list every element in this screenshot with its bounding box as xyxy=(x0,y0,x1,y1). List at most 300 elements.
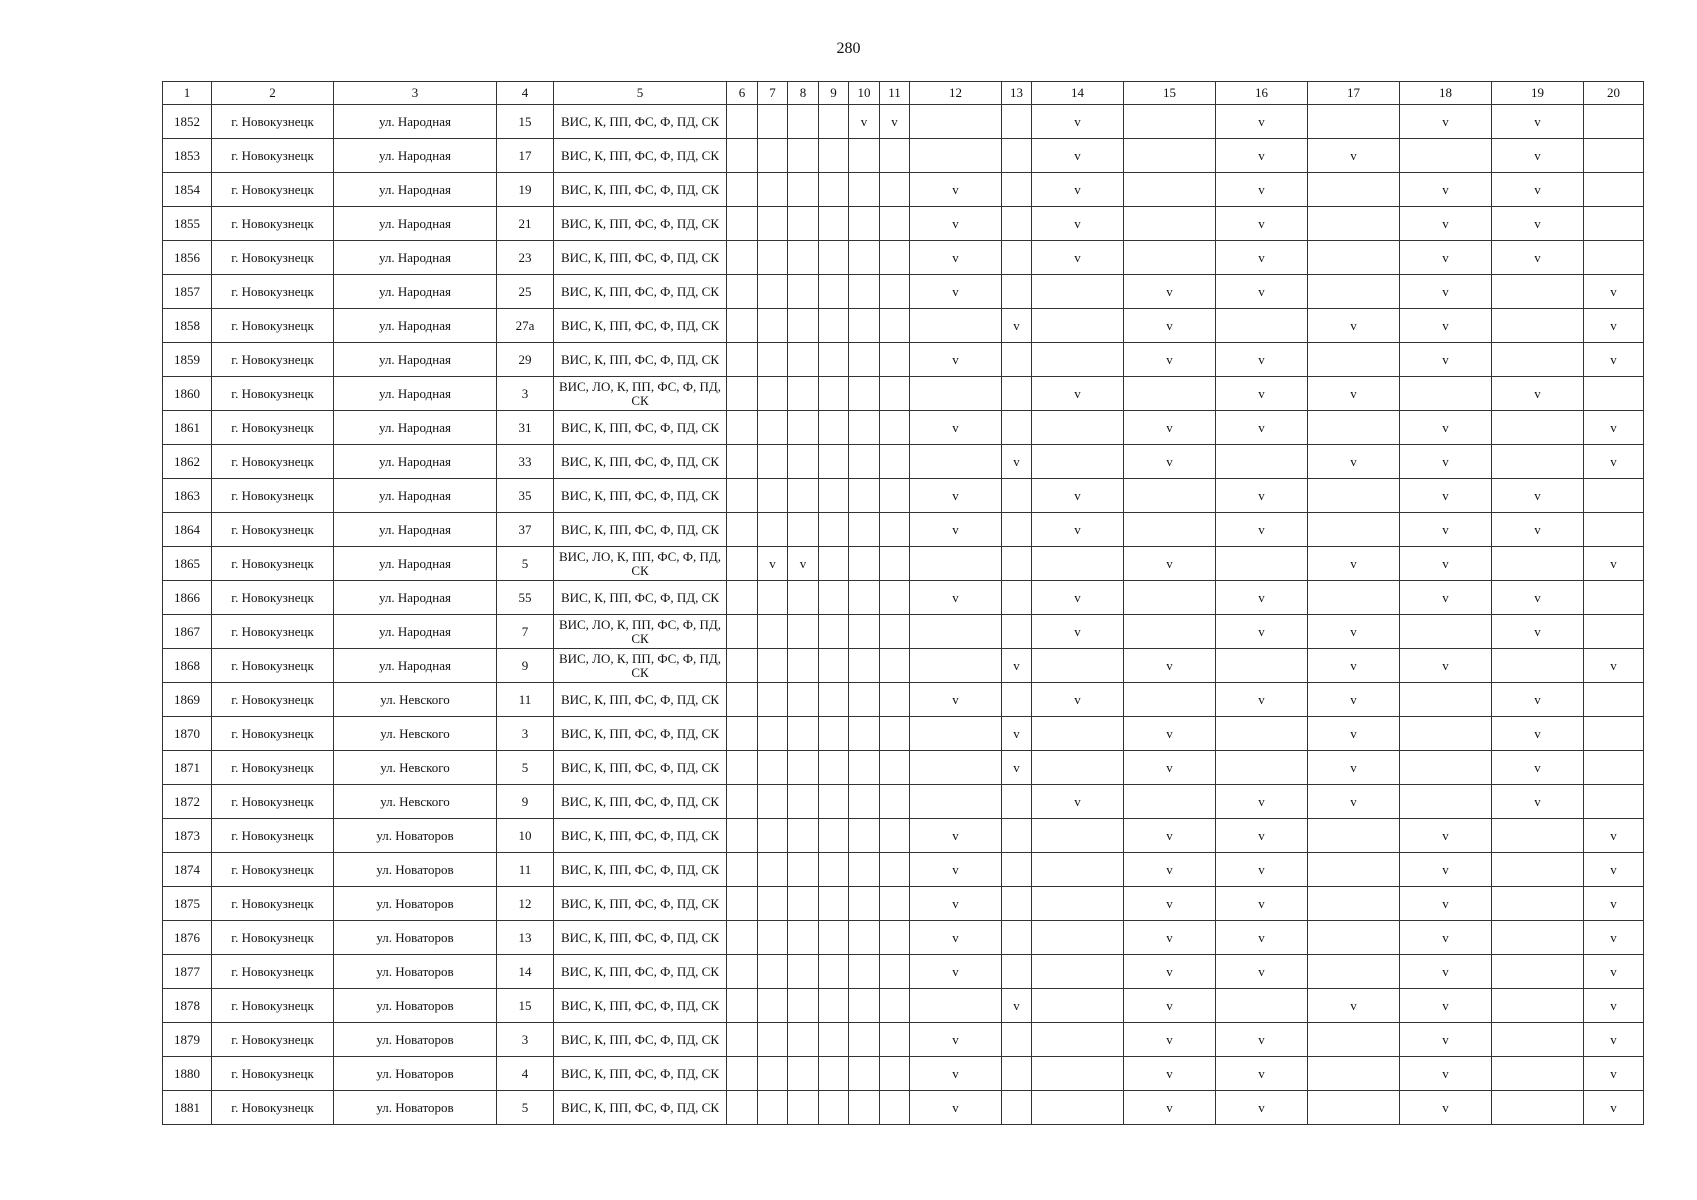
mark-cell-col-6 xyxy=(727,921,758,955)
header-row xyxy=(163,82,1644,105)
city-cell: г. Новокузнецк xyxy=(212,887,334,921)
street-cell: ул. Народная xyxy=(334,105,497,139)
mark-cell-col-18: v xyxy=(1400,479,1492,513)
mark-cell-col-8 xyxy=(788,615,819,649)
mark-cell-col-7 xyxy=(758,241,788,275)
mark-cell-col-17: v xyxy=(1308,547,1400,581)
mark-cell-col-19 xyxy=(1492,275,1584,309)
row-number: 1877 xyxy=(163,955,212,989)
street-cell: ул. Невского xyxy=(334,751,497,785)
mark-cell-col-11 xyxy=(880,343,910,377)
mark-cell-col-8 xyxy=(788,921,819,955)
mark-cell-col-8 xyxy=(788,445,819,479)
house-number-cell: 33 xyxy=(497,445,554,479)
mark-cell-col-20: v xyxy=(1584,921,1644,955)
work-types-cell: ВИС, К, ПП, ФС, Ф, ПД, СК xyxy=(554,411,727,445)
mark-cell-col-18 xyxy=(1400,683,1492,717)
mark-cell-col-6 xyxy=(727,751,758,785)
city-cell: г. Новокузнецк xyxy=(212,989,334,1023)
row-number: 1878 xyxy=(163,989,212,1023)
table-row xyxy=(163,445,1644,479)
mark-cell-col-9 xyxy=(819,105,849,139)
mark-cell-col-10 xyxy=(849,275,880,309)
mark-cell-col-20: v xyxy=(1584,955,1644,989)
mark-cell-col-17 xyxy=(1308,1091,1400,1125)
mark-cell-col-8 xyxy=(788,1023,819,1057)
mark-cell-col-6 xyxy=(727,275,758,309)
city-cell: г. Новокузнецк xyxy=(212,717,334,751)
table-row xyxy=(163,921,1644,955)
column-header-9: 9 xyxy=(819,82,849,105)
mark-cell-col-12: v xyxy=(910,1091,1002,1125)
house-number-cell: 3 xyxy=(497,717,554,751)
mark-cell-col-15 xyxy=(1124,615,1216,649)
work-types-cell: ВИС, К, ПП, ФС, Ф, ПД, СК xyxy=(554,683,727,717)
mark-cell-col-18: v xyxy=(1400,1091,1492,1125)
mark-cell-col-18: v xyxy=(1400,581,1492,615)
city-cell: г. Новокузнецк xyxy=(212,649,334,683)
city-cell: г. Новокузнецк xyxy=(212,547,334,581)
mark-cell-col-9 xyxy=(819,173,849,207)
mark-cell-col-18: v xyxy=(1400,309,1492,343)
column-header-3: 3 xyxy=(334,82,497,105)
mark-cell-col-16 xyxy=(1216,649,1308,683)
mark-cell-col-10 xyxy=(849,207,880,241)
mark-cell-col-16: v xyxy=(1216,581,1308,615)
mark-cell-col-9 xyxy=(819,1023,849,1057)
mark-cell-col-8 xyxy=(788,819,819,853)
mark-cell-col-19 xyxy=(1492,955,1584,989)
mark-cell-col-16: v xyxy=(1216,479,1308,513)
work-types-cell: ВИС, К, ПП, ФС, Ф, ПД, СК xyxy=(554,105,727,139)
mark-cell-col-14: v xyxy=(1032,683,1124,717)
mark-cell-col-10 xyxy=(849,921,880,955)
mark-cell-col-20: v xyxy=(1584,887,1644,921)
city-cell: г. Новокузнецк xyxy=(212,1023,334,1057)
mark-cell-col-7 xyxy=(758,139,788,173)
registry-table xyxy=(162,81,1644,1125)
mark-cell-col-11 xyxy=(880,445,910,479)
house-number-cell: 15 xyxy=(497,105,554,139)
mark-cell-col-16: v xyxy=(1216,1057,1308,1091)
mark-cell-col-10 xyxy=(849,445,880,479)
house-number-cell: 35 xyxy=(497,479,554,513)
city-cell: г. Новокузнецк xyxy=(212,955,334,989)
mark-cell-col-20 xyxy=(1584,717,1644,751)
mark-cell-col-9 xyxy=(819,1091,849,1125)
mark-cell-col-18: v xyxy=(1400,649,1492,683)
mark-cell-col-14 xyxy=(1032,411,1124,445)
mark-cell-col-20: v xyxy=(1584,989,1644,1023)
work-types-cell: ВИС, К, ПП, ФС, Ф, ПД, СК xyxy=(554,173,727,207)
mark-cell-col-19: v xyxy=(1492,683,1584,717)
mark-cell-col-12 xyxy=(910,785,1002,819)
mark-cell-col-16: v xyxy=(1216,819,1308,853)
mark-cell-col-10 xyxy=(849,173,880,207)
table-row xyxy=(163,173,1644,207)
mark-cell-col-13 xyxy=(1002,1057,1032,1091)
mark-cell-col-6 xyxy=(727,989,758,1023)
table-body xyxy=(163,105,1644,1125)
mark-cell-col-8 xyxy=(788,581,819,615)
mark-cell-col-7 xyxy=(758,309,788,343)
table-row xyxy=(163,683,1644,717)
mark-cell-col-20: v xyxy=(1584,819,1644,853)
mark-cell-col-7 xyxy=(758,717,788,751)
city-cell: г. Новокузнецк xyxy=(212,105,334,139)
mark-cell-col-18: v xyxy=(1400,275,1492,309)
mark-cell-col-19: v xyxy=(1492,615,1584,649)
mark-cell-col-17: v xyxy=(1308,751,1400,785)
mark-cell-col-20: v xyxy=(1584,411,1644,445)
house-number-cell: 5 xyxy=(497,1091,554,1125)
mark-cell-col-18: v xyxy=(1400,989,1492,1023)
mark-cell-col-10 xyxy=(849,683,880,717)
column-header-10: 10 xyxy=(849,82,880,105)
street-cell: ул. Народная xyxy=(334,513,497,547)
mark-cell-col-18 xyxy=(1400,377,1492,411)
mark-cell-col-16: v xyxy=(1216,275,1308,309)
mark-cell-col-19: v xyxy=(1492,513,1584,547)
city-cell: г. Новокузнецк xyxy=(212,275,334,309)
mark-cell-col-17 xyxy=(1308,513,1400,547)
mark-cell-col-13 xyxy=(1002,887,1032,921)
city-cell: г. Новокузнецк xyxy=(212,343,334,377)
mark-cell-col-17: v xyxy=(1308,377,1400,411)
mark-cell-col-6 xyxy=(727,513,758,547)
row-number: 1869 xyxy=(163,683,212,717)
mark-cell-col-20 xyxy=(1584,513,1644,547)
mark-cell-col-11 xyxy=(880,275,910,309)
street-cell: ул. Народная xyxy=(334,241,497,275)
mark-cell-col-16: v xyxy=(1216,105,1308,139)
mark-cell-col-12: v xyxy=(910,513,1002,547)
work-types-cell: ВИС, К, ПП, ФС, Ф, ПД, СК xyxy=(554,479,727,513)
mark-cell-col-8 xyxy=(788,751,819,785)
mark-cell-col-13 xyxy=(1002,785,1032,819)
table-row xyxy=(163,207,1644,241)
mark-cell-col-17: v xyxy=(1308,445,1400,479)
mark-cell-col-13 xyxy=(1002,853,1032,887)
mark-cell-col-8 xyxy=(788,1057,819,1091)
mark-cell-col-18: v xyxy=(1400,207,1492,241)
street-cell: ул. Невского xyxy=(334,683,497,717)
mark-cell-col-7 xyxy=(758,513,788,547)
mark-cell-col-11 xyxy=(880,241,910,275)
house-number-cell: 21 xyxy=(497,207,554,241)
work-types-cell: ВИС, К, ПП, ФС, Ф, ПД, СК xyxy=(554,1057,727,1091)
mark-cell-col-14: v xyxy=(1032,173,1124,207)
mark-cell-col-18: v xyxy=(1400,173,1492,207)
mark-cell-col-15: v xyxy=(1124,887,1216,921)
mark-cell-col-16: v xyxy=(1216,173,1308,207)
mark-cell-col-19: v xyxy=(1492,581,1584,615)
mark-cell-col-17: v xyxy=(1308,785,1400,819)
mark-cell-col-19: v xyxy=(1492,717,1584,751)
page-number: 280 xyxy=(836,40,861,57)
mark-cell-col-10 xyxy=(849,853,880,887)
mark-cell-col-16: v xyxy=(1216,411,1308,445)
house-number-cell: 10 xyxy=(497,819,554,853)
mark-cell-col-9 xyxy=(819,955,849,989)
mark-cell-col-6 xyxy=(727,1057,758,1091)
work-types-cell: ВИС, К, ПП, ФС, Ф, ПД, СК xyxy=(554,1091,727,1125)
mark-cell-col-8 xyxy=(788,513,819,547)
work-types-cell: ВИС, К, ПП, ФС, Ф, ПД, СК xyxy=(554,717,727,751)
mark-cell-col-8 xyxy=(788,955,819,989)
mark-cell-col-9 xyxy=(819,921,849,955)
house-number-cell: 55 xyxy=(497,581,554,615)
mark-cell-col-15: v xyxy=(1124,547,1216,581)
street-cell: ул. Народная xyxy=(334,479,497,513)
mark-cell-col-14 xyxy=(1032,819,1124,853)
house-number-cell: 4 xyxy=(497,1057,554,1091)
mark-cell-col-7: v xyxy=(758,547,788,581)
mark-cell-col-12 xyxy=(910,989,1002,1023)
mark-cell-col-17 xyxy=(1308,105,1400,139)
row-number: 1858 xyxy=(163,309,212,343)
mark-cell-col-11 xyxy=(880,173,910,207)
mark-cell-col-7 xyxy=(758,683,788,717)
mark-cell-col-13 xyxy=(1002,207,1032,241)
mark-cell-col-12 xyxy=(910,139,1002,173)
mark-cell-col-15: v xyxy=(1124,445,1216,479)
street-cell: ул. Новаторов xyxy=(334,853,497,887)
work-types-cell: ВИС, К, ПП, ФС, Ф, ПД, СК xyxy=(554,275,727,309)
mark-cell-col-16: v xyxy=(1216,921,1308,955)
mark-cell-col-8 xyxy=(788,343,819,377)
mark-cell-col-14: v xyxy=(1032,479,1124,513)
mark-cell-col-11 xyxy=(880,717,910,751)
mark-cell-col-13 xyxy=(1002,241,1032,275)
mark-cell-col-12: v xyxy=(910,411,1002,445)
house-number-cell: 7 xyxy=(497,615,554,649)
mark-cell-col-17: v xyxy=(1308,309,1400,343)
mark-cell-col-8 xyxy=(788,717,819,751)
mark-cell-col-8 xyxy=(788,173,819,207)
city-cell: г. Новокузнецк xyxy=(212,581,334,615)
mark-cell-col-11 xyxy=(880,139,910,173)
mark-cell-col-11 xyxy=(880,649,910,683)
mark-cell-col-19 xyxy=(1492,989,1584,1023)
work-types-cell: ВИС, К, ПП, ФС, Ф, ПД, СК xyxy=(554,139,727,173)
mark-cell-col-17 xyxy=(1308,275,1400,309)
street-cell: ул. Народная xyxy=(334,139,497,173)
street-cell: ул. Народная xyxy=(334,445,497,479)
city-cell: г. Новокузнецк xyxy=(212,853,334,887)
mark-cell-col-13: v xyxy=(1002,649,1032,683)
mark-cell-col-19: v xyxy=(1492,207,1584,241)
mark-cell-col-7 xyxy=(758,819,788,853)
mark-cell-col-10 xyxy=(849,343,880,377)
street-cell: ул. Народная xyxy=(334,173,497,207)
street-cell: ул. Народная xyxy=(334,411,497,445)
mark-cell-col-15: v xyxy=(1124,819,1216,853)
mark-cell-col-6 xyxy=(727,241,758,275)
mark-cell-col-17 xyxy=(1308,173,1400,207)
mark-cell-col-8 xyxy=(788,377,819,411)
mark-cell-col-12: v xyxy=(910,955,1002,989)
city-cell: г. Новокузнецк xyxy=(212,513,334,547)
mark-cell-col-7 xyxy=(758,207,788,241)
mark-cell-col-15: v xyxy=(1124,921,1216,955)
mark-cell-col-16: v xyxy=(1216,343,1308,377)
mark-cell-col-18: v xyxy=(1400,547,1492,581)
mark-cell-col-10 xyxy=(849,989,880,1023)
mark-cell-col-11 xyxy=(880,479,910,513)
work-types-cell: ВИС, К, ПП, ФС, Ф, ПД, СК xyxy=(554,309,727,343)
mark-cell-col-14: v xyxy=(1032,581,1124,615)
work-types-cell: ВИС, К, ПП, ФС, Ф, ПД, СК xyxy=(554,853,727,887)
mark-cell-col-13 xyxy=(1002,343,1032,377)
city-cell: г. Новокузнецк xyxy=(212,1057,334,1091)
mark-cell-col-20 xyxy=(1584,615,1644,649)
house-number-cell: 11 xyxy=(497,683,554,717)
table-row xyxy=(163,139,1644,173)
mark-cell-col-16 xyxy=(1216,989,1308,1023)
mark-cell-col-15: v xyxy=(1124,751,1216,785)
mark-cell-col-9 xyxy=(819,377,849,411)
row-number: 1881 xyxy=(163,1091,212,1125)
street-cell: ул. Народная xyxy=(334,615,497,649)
mark-cell-col-13 xyxy=(1002,615,1032,649)
mark-cell-col-16 xyxy=(1216,717,1308,751)
mark-cell-col-13: v xyxy=(1002,751,1032,785)
mark-cell-col-15 xyxy=(1124,173,1216,207)
mark-cell-col-13 xyxy=(1002,1023,1032,1057)
mark-cell-col-12: v xyxy=(910,683,1002,717)
mark-cell-col-15: v xyxy=(1124,1023,1216,1057)
mark-cell-col-17: v xyxy=(1308,989,1400,1023)
mark-cell-col-16 xyxy=(1216,309,1308,343)
mark-cell-col-6 xyxy=(727,1091,758,1125)
mark-cell-col-6 xyxy=(727,445,758,479)
house-number-cell: 17 xyxy=(497,139,554,173)
work-types-cell: ВИС, К, ПП, ФС, Ф, ПД, СК xyxy=(554,241,727,275)
row-number: 1860 xyxy=(163,377,212,411)
house-number-cell: 3 xyxy=(497,1023,554,1057)
mark-cell-col-14 xyxy=(1032,853,1124,887)
mark-cell-col-16 xyxy=(1216,445,1308,479)
mark-cell-col-16: v xyxy=(1216,887,1308,921)
row-number: 1863 xyxy=(163,479,212,513)
mark-cell-col-15: v xyxy=(1124,275,1216,309)
city-cell: г. Новокузнецк xyxy=(212,819,334,853)
street-cell: ул. Народная xyxy=(334,377,497,411)
house-number-cell: 37 xyxy=(497,513,554,547)
work-types-cell: ВИС, К, ПП, ФС, Ф, ПД, СК xyxy=(554,343,727,377)
row-number: 1856 xyxy=(163,241,212,275)
row-number: 1864 xyxy=(163,513,212,547)
street-cell: ул. Новаторов xyxy=(334,1057,497,1091)
mark-cell-col-14: v xyxy=(1032,207,1124,241)
column-header-17: 17 xyxy=(1308,82,1400,105)
mark-cell-col-8 xyxy=(788,309,819,343)
mark-cell-col-15: v xyxy=(1124,955,1216,989)
mark-cell-col-6 xyxy=(727,343,758,377)
mark-cell-col-12: v xyxy=(910,819,1002,853)
mark-cell-col-14 xyxy=(1032,955,1124,989)
work-types-cell: ВИС, К, ПП, ФС, Ф, ПД, СК xyxy=(554,921,727,955)
row-number: 1874 xyxy=(163,853,212,887)
column-header-7: 7 xyxy=(758,82,788,105)
mark-cell-col-16: v xyxy=(1216,377,1308,411)
mark-cell-col-13 xyxy=(1002,275,1032,309)
table-row xyxy=(163,1057,1644,1091)
mark-cell-col-19: v xyxy=(1492,377,1584,411)
house-number-cell: 19 xyxy=(497,173,554,207)
mark-cell-col-9 xyxy=(819,887,849,921)
table-row xyxy=(163,547,1644,581)
mark-cell-col-12 xyxy=(910,309,1002,343)
mark-cell-col-12: v xyxy=(910,207,1002,241)
row-number: 1865 xyxy=(163,547,212,581)
mark-cell-col-17 xyxy=(1308,887,1400,921)
mark-cell-col-12: v xyxy=(910,343,1002,377)
column-header-11: 11 xyxy=(880,82,910,105)
mark-cell-col-11 xyxy=(880,887,910,921)
mark-cell-col-11 xyxy=(880,547,910,581)
mark-cell-col-16: v xyxy=(1216,513,1308,547)
mark-cell-col-13 xyxy=(1002,173,1032,207)
mark-cell-col-17 xyxy=(1308,921,1400,955)
column-header-18: 18 xyxy=(1400,82,1492,105)
mark-cell-col-6 xyxy=(727,139,758,173)
mark-cell-col-14: v xyxy=(1032,139,1124,173)
mark-cell-col-19 xyxy=(1492,649,1584,683)
row-number: 1854 xyxy=(163,173,212,207)
mark-cell-col-20 xyxy=(1584,683,1644,717)
mark-cell-col-20: v xyxy=(1584,1057,1644,1091)
mark-cell-col-17: v xyxy=(1308,615,1400,649)
mark-cell-col-16: v xyxy=(1216,615,1308,649)
mark-cell-col-19 xyxy=(1492,547,1584,581)
mark-cell-col-20: v xyxy=(1584,309,1644,343)
street-cell: ул. Невского xyxy=(334,785,497,819)
city-cell: г. Новокузнецк xyxy=(212,139,334,173)
column-header-16: 16 xyxy=(1216,82,1308,105)
mark-cell-col-17 xyxy=(1308,853,1400,887)
mark-cell-col-18 xyxy=(1400,751,1492,785)
mark-cell-col-6 xyxy=(727,377,758,411)
mark-cell-col-18: v xyxy=(1400,921,1492,955)
mark-cell-col-14 xyxy=(1032,445,1124,479)
work-types-cell: ВИС, ЛО, К, ПП, ФС, Ф, ПД, СК xyxy=(554,649,727,683)
city-cell: г. Новокузнецк xyxy=(212,241,334,275)
mark-cell-col-13 xyxy=(1002,377,1032,411)
house-number-cell: 3 xyxy=(497,377,554,411)
mark-cell-col-12 xyxy=(910,377,1002,411)
mark-cell-col-7 xyxy=(758,1091,788,1125)
row-number: 1871 xyxy=(163,751,212,785)
house-number-cell: 27а xyxy=(497,309,554,343)
mark-cell-col-13 xyxy=(1002,683,1032,717)
mark-cell-col-10 xyxy=(849,615,880,649)
table-row xyxy=(163,479,1644,513)
row-number: 1862 xyxy=(163,445,212,479)
mark-cell-col-10: v xyxy=(849,105,880,139)
street-cell: ул. Народная xyxy=(334,343,497,377)
row-number: 1867 xyxy=(163,615,212,649)
column-header-2: 2 xyxy=(212,82,334,105)
mark-cell-col-9 xyxy=(819,241,849,275)
mark-cell-col-12: v xyxy=(910,275,1002,309)
mark-cell-col-12: v xyxy=(910,241,1002,275)
mark-cell-col-9 xyxy=(819,819,849,853)
table-row xyxy=(163,853,1644,887)
mark-cell-col-12: v xyxy=(910,581,1002,615)
mark-cell-col-7 xyxy=(758,615,788,649)
